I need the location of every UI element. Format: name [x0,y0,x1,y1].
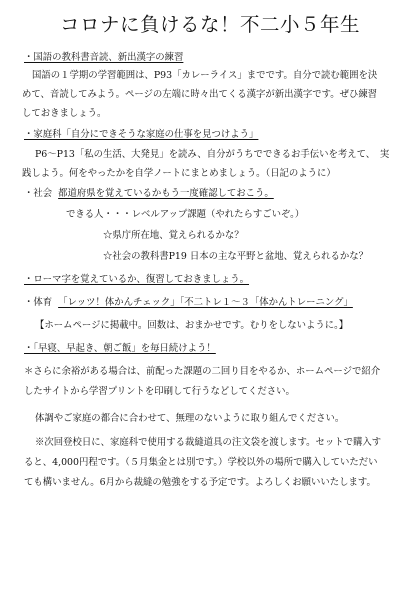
romaji-heading [24,273,249,286]
shakai-heading-prefix: ・社会 [24,188,53,199]
shakai-heading [24,187,274,200]
katei-heading-text: ・家庭科「自分にできそうな家庭の仕事を見つけよう」 [24,129,259,140]
katei-line-2: 践しよう。何をやったかを自学ノートにまとめましょう。（日記のように） [22,168,336,179]
shakai-question-1: ☆県庁所在地、覚えられるかな？ [103,230,244,241]
health-line: 体調やご家庭の都合に合わせて、無理のないように取り組んでください。 [35,413,345,424]
shakai-question-2: ☆社会の教科書P19 日本の主な平野と盆地、覚えられるかな？ [103,251,368,262]
notice-line-3: ても構いません。6月から裁縫の勉強をする予定です。よろしくお願いいたします。 [24,477,376,488]
notice-line-2: ると、4,000円程です。（５月集金とは別です。）学校以外の場所で購入していただい [24,457,378,468]
taiiku-heading [24,296,353,309]
lifestyle-heading-text: ・「早寝、早起き、朝ご飯」を毎日続けよう！ [24,343,216,354]
shakai-levelup: できる人・・・レベルアップ課題（やれたらすごいぞ。） [66,209,305,220]
katei-line-1: P6～P13「私の生活、大発見」を読み、自分がうちでできるお手伝いを考えて、 実 [35,149,390,160]
kokugo-line-3: しておきましょう。 [22,108,107,119]
kokugo-heading: ・国語の教科書音読、新出漢字の練習 [24,52,184,63]
romaji-heading-text: ・ローマ字を覚えているか、復習しておきましょう。 [24,274,250,285]
katei-heading [24,128,258,141]
shakai-heading-main: 都道府県を覚えているかもう一度確認しておこう。 [58,188,274,199]
extra-line-2: したサイトから学習プリントを印刷して行うなどしてください。 [24,386,295,397]
extra-line-1: ＊さらに余裕がある場合は、前配った課題の二回り目をやるか、ホームページで紹介 [24,366,381,377]
page-title: コロナに負けるな！不二小５年生 [59,13,360,36]
notice-line-1: ※次回登校日に、家庭科で使用する裁縫道具の注文袋を渡します。セットで購入す [35,437,382,448]
kokugo-line-1: 国語の１学期の学習範囲は、P93「カレーライス」までです。自分で読む範囲を決 [32,70,378,81]
taiiku-note: 【ホームページに掲載中。回数は、おまかせです。むりをしないように。】 [35,320,349,331]
kokugo-line-2: めて、音読してみよう。ページの左端に時々出てくる漢字が新出漢字です。ぜひ練習 [22,89,378,100]
taiiku-heading-prefix: ・体育 [24,297,53,308]
taiiku-heading-main: 「レッツ！体かんチェック」「不二トレ１～３「体かんトレーニング」 [58,297,353,308]
lifestyle-heading [24,342,216,355]
